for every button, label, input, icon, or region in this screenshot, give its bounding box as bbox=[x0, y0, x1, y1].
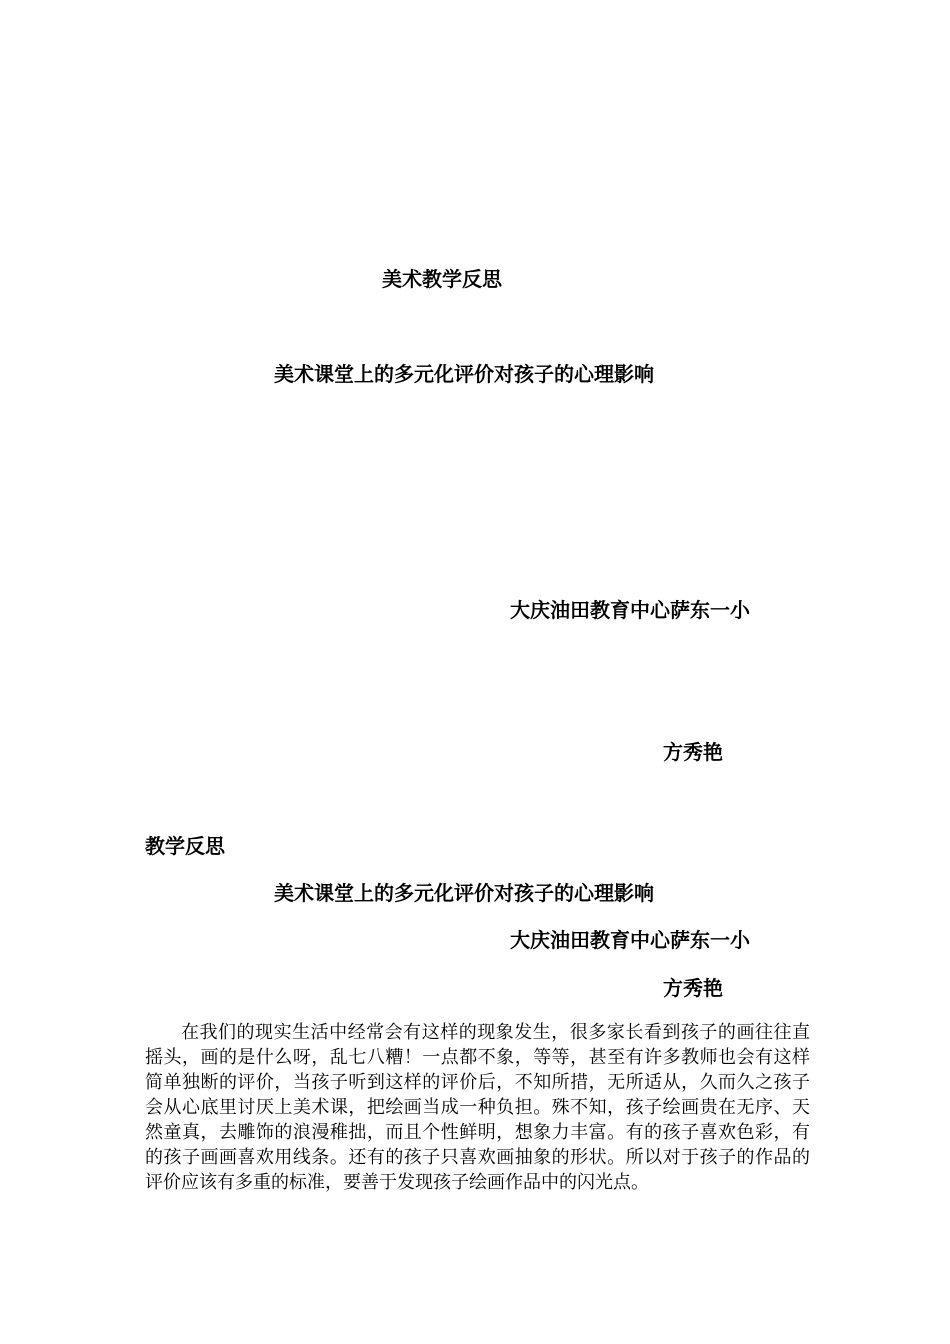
organization-cover: 大庆油田教育中心萨东一小 bbox=[510, 598, 750, 622]
main-title: 美术教学反思 bbox=[382, 267, 502, 291]
author-cover: 方秀艳 bbox=[663, 740, 723, 764]
organization-body: 大庆油田教育中心萨东一小 bbox=[510, 928, 750, 952]
subtitle-cover: 美术课堂上的多元化评价对孩子的心理影响 bbox=[274, 362, 654, 386]
author-body: 方秀艳 bbox=[663, 976, 723, 1000]
section-heading: 教学反思 bbox=[145, 834, 225, 858]
body-paragraph: 在我们的现实生活中经常会有这样的现象发生，很多家长看到孩子的画往往直摇头，画的是什么呀，乱七八糟！一点都不象，等等，甚至有许多教师也会有这样简单独断的评价，当孩子听到这样的评价后，不知所措，无所适从，久而久之孩子会从心底里讨厌上美术课，把绘画当成一种负担。殊不知，孩子绘画贵在无序、天然童真，去雕饰的浪漫稚拙，而且个性鲜明，想象力丰富。有的孩子喜欢色彩，有的孩子画画喜欢用线条。还有的孩子只喜欢画抽象的形状。所以对于孩子的作品的评价应该有多重的标准，要善于发现孩子绘画作品中的闪光点。 bbox=[145, 1022, 810, 1193]
subtitle-body: 美术课堂上的多元化评价对孩子的心理影响 bbox=[274, 881, 654, 905]
